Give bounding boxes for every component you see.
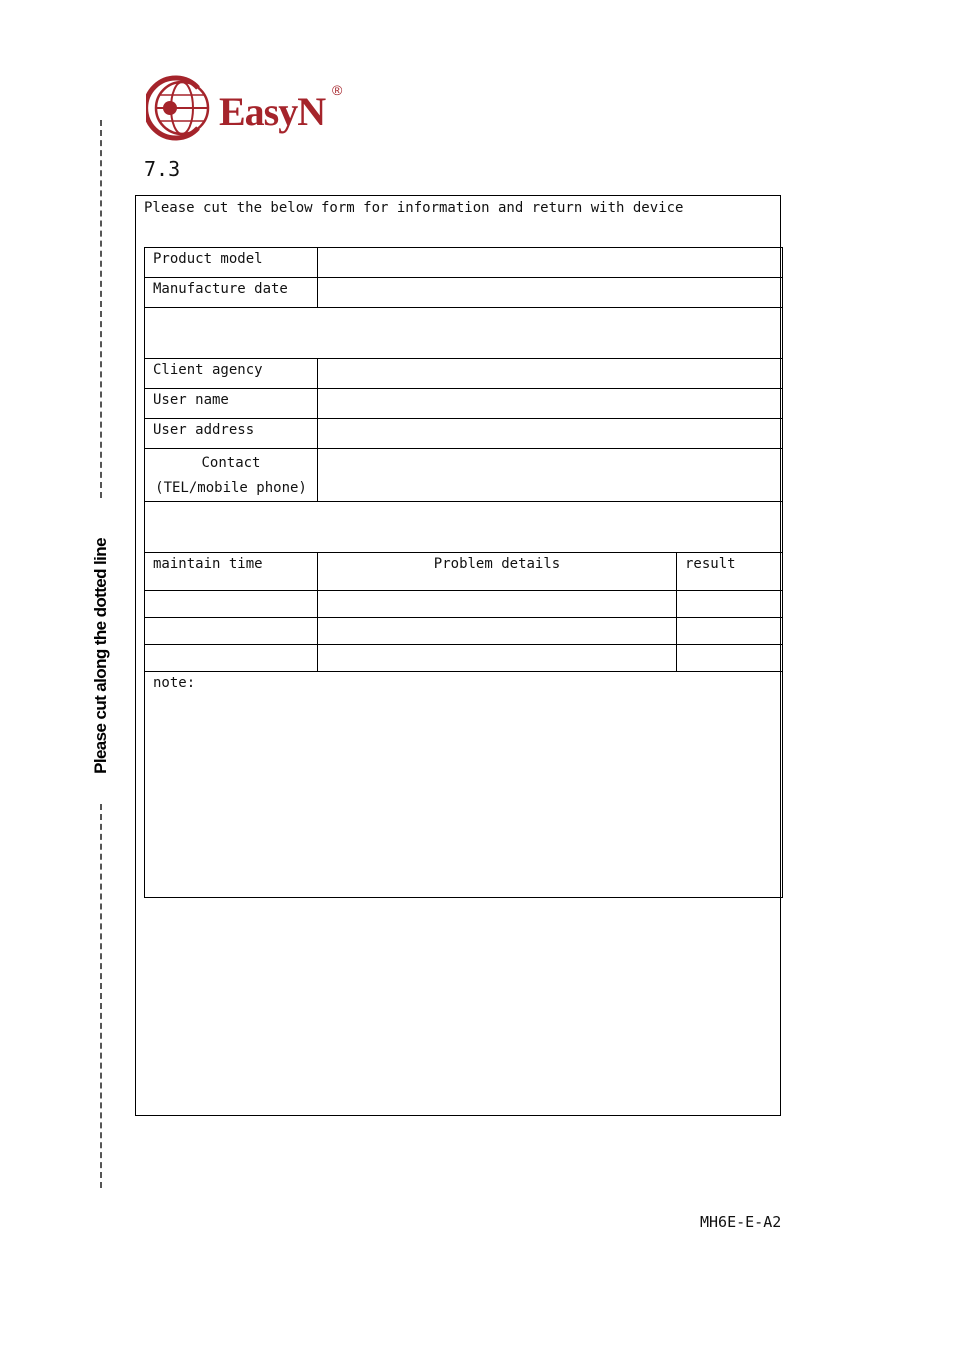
table-row: [145, 278, 783, 308]
form-instruction: Please cut the below form for information and return with device: [144, 200, 684, 216]
spacer-row: [145, 308, 783, 359]
maintain-time-header: maintain time: [145, 553, 318, 591]
note-cell[interactable]: [145, 672, 783, 898]
table-row: [145, 359, 783, 389]
result-header: result: [677, 553, 783, 591]
spacer-cell: [145, 502, 783, 553]
table-row: [145, 449, 783, 502]
problem-details-cell[interactable]: [318, 645, 677, 672]
product-model-label: Product model: [145, 248, 318, 278]
maintain-time-cell[interactable]: [145, 591, 318, 618]
user-address-field[interactable]: [318, 419, 783, 449]
logo-brand-text: EasyN: [219, 89, 326, 134]
table-row: [145, 419, 783, 449]
user-address-label: User address: [145, 419, 318, 449]
manufacture-date-field[interactable]: [318, 278, 783, 308]
problem-details-cell[interactable]: [318, 591, 677, 618]
user-name-field[interactable]: [318, 389, 783, 419]
maintain-time-cell[interactable]: [145, 645, 318, 672]
maintenance-header-row: [145, 553, 783, 591]
result-cell[interactable]: [677, 645, 783, 672]
table-row: [145, 389, 783, 419]
cut-instruction: Please cut along the dotted line: [91, 538, 110, 774]
spacer-row: [145, 502, 783, 553]
manufacture-date-label: Manufacture date: [145, 278, 318, 308]
maintenance-row: [145, 591, 783, 618]
easyn-logo: [146, 74, 356, 142]
table-row: [145, 248, 783, 278]
note-label: note:: [153, 675, 196, 691]
problem-details-header: Problem details: [318, 553, 677, 591]
product-model-field[interactable]: [318, 248, 783, 278]
information-form-table: [144, 247, 783, 898]
contact-label: [145, 449, 318, 502]
client-agency-field[interactable]: [318, 359, 783, 389]
problem-details-cell[interactable]: [318, 618, 677, 645]
note-row: [145, 672, 783, 898]
globe-logo-icon: [146, 74, 216, 142]
document-code: MH6E-E-A2: [700, 1213, 782, 1231]
result-cell[interactable]: [677, 618, 783, 645]
result-cell[interactable]: [677, 591, 783, 618]
contact-label-line2: (TEL/mobile phone): [155, 480, 307, 496]
section-number: 7.3: [144, 157, 181, 181]
cut-dotted-line-bottom: [100, 804, 102, 1188]
maintenance-row: [145, 645, 783, 672]
maintain-time-cell[interactable]: [145, 618, 318, 645]
client-agency-label: Client agency: [145, 359, 318, 389]
cut-dotted-line-top: [100, 120, 102, 498]
registered-mark: ®: [332, 82, 343, 98]
user-name-label: User name: [145, 389, 318, 419]
spacer-cell: [145, 308, 783, 359]
maintenance-row: [145, 618, 783, 645]
contact-label-line1: Contact: [201, 455, 261, 471]
contact-field[interactable]: [318, 449, 783, 502]
